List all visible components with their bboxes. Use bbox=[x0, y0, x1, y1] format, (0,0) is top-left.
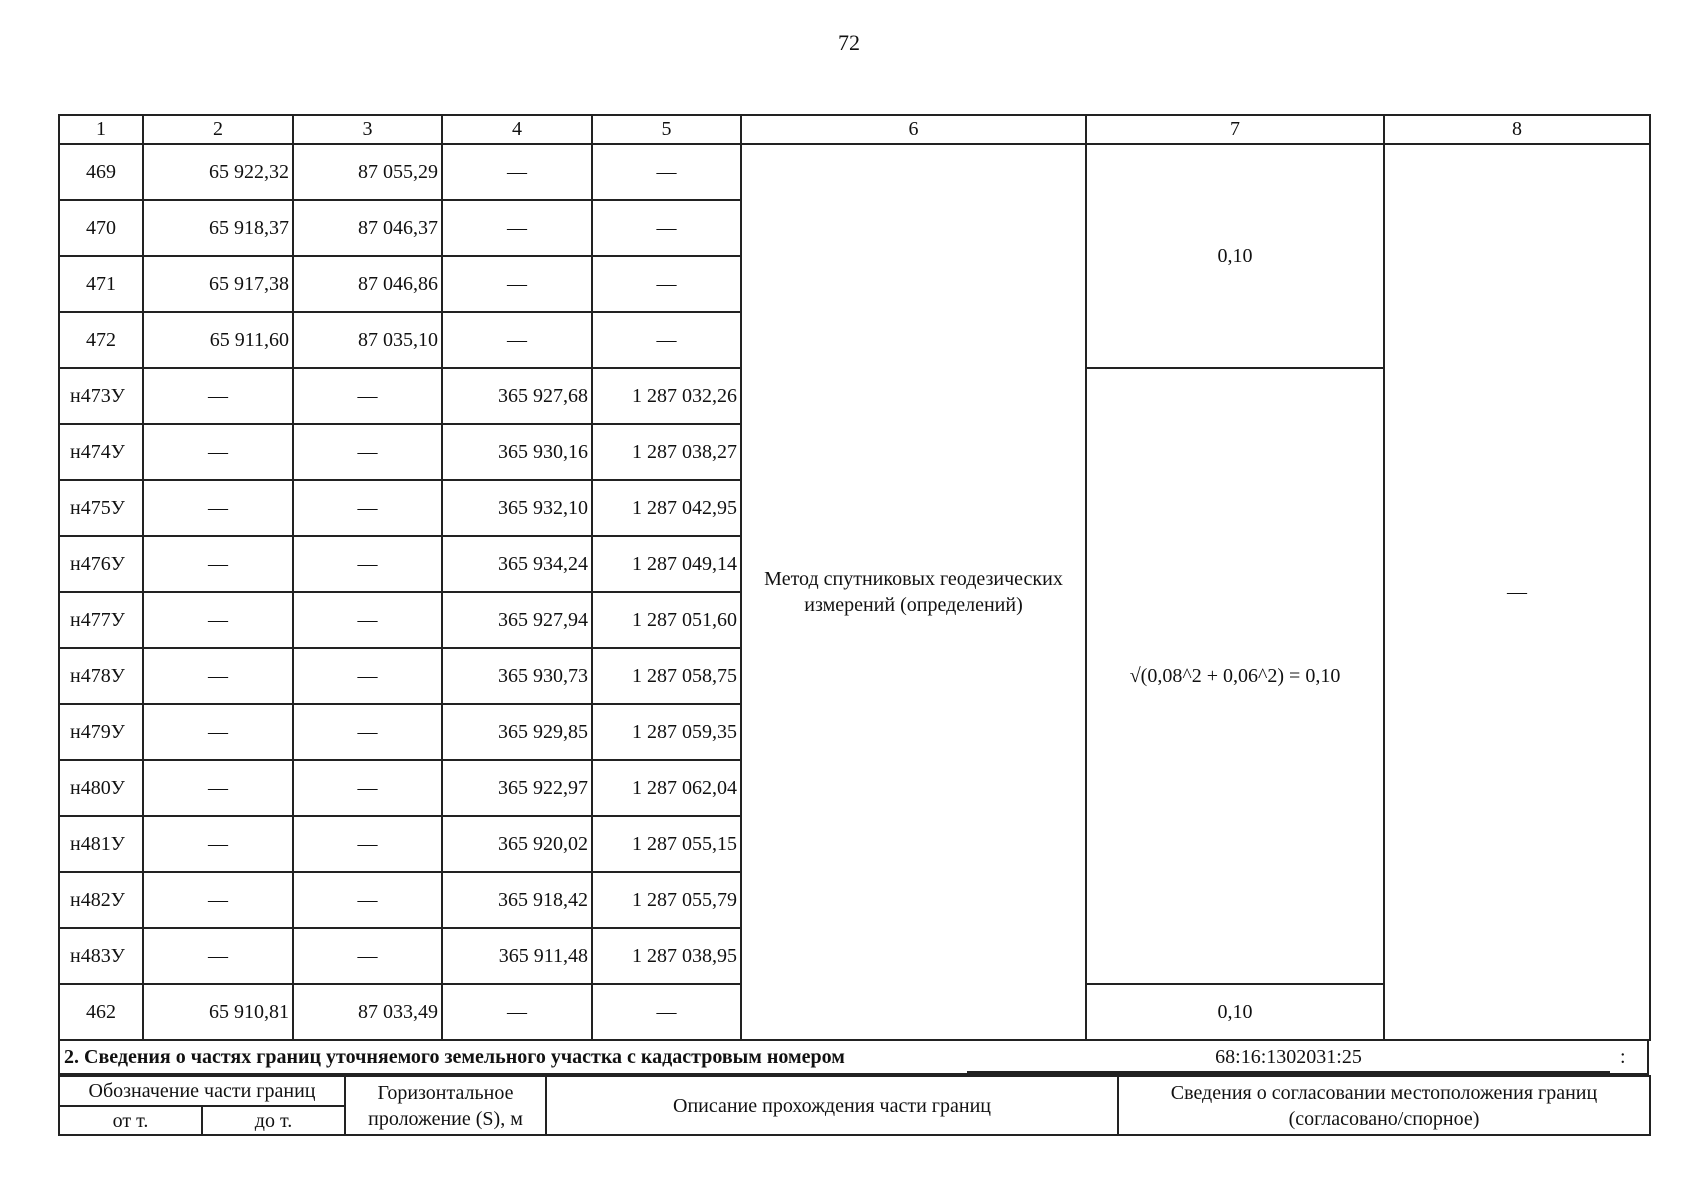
point-number-cell: н477У bbox=[59, 592, 143, 648]
point-number-cell: 469 bbox=[59, 144, 143, 200]
point-number-cell: 470 bbox=[59, 200, 143, 256]
table-row bbox=[59, 144, 1650, 200]
x-old-cell: — bbox=[143, 592, 293, 648]
x-new-cell: 365 929,85 bbox=[442, 704, 592, 760]
point-number-cell: н476У bbox=[59, 536, 143, 592]
y-new-cell: 1 287 042,95 bbox=[592, 480, 741, 536]
section-2-title: 2. Сведения о частях границ уточняемого земельного участка с кадастровым номером bbox=[64, 1046, 845, 1068]
section-2-header bbox=[58, 1040, 1649, 1075]
y-old-cell: — bbox=[293, 704, 442, 760]
y-old-cell: — bbox=[293, 816, 442, 872]
boundary-designation-header: Обозначение части границ bbox=[59, 1076, 345, 1106]
x-new-cell: 365 911,48 bbox=[442, 928, 592, 984]
page-number: 72 bbox=[838, 30, 860, 55]
method-cell: Метод спутниковых геодезических измерений (определений) bbox=[741, 144, 1086, 1040]
from-point-header: от т. bbox=[59, 1106, 202, 1135]
x-new-cell: 365 927,94 bbox=[442, 592, 592, 648]
column-number: 8 bbox=[1384, 115, 1650, 144]
x-new-cell: — bbox=[442, 984, 592, 1040]
x-old-cell: 65 917,38 bbox=[143, 256, 293, 312]
y-old-cell: — bbox=[293, 592, 442, 648]
point-number-cell: н482У bbox=[59, 872, 143, 928]
column-number: 4 bbox=[442, 115, 592, 144]
point-number-cell: н475У bbox=[59, 480, 143, 536]
accuracy-bottom-cell: 0,10 bbox=[1086, 984, 1384, 1040]
column-number: 5 bbox=[592, 115, 741, 144]
x-old-cell: — bbox=[143, 872, 293, 928]
x-new-cell: 365 934,24 bbox=[442, 536, 592, 592]
y-new-cell: 1 287 051,60 bbox=[592, 592, 741, 648]
column-number: 1 bbox=[59, 115, 143, 144]
y-old-cell: — bbox=[293, 368, 442, 424]
y-old-cell: — bbox=[293, 536, 442, 592]
point-number-cell: н481У bbox=[59, 816, 143, 872]
agreement-header: Сведения о согласовании местоположения границ (согласовано/спорное) bbox=[1118, 1076, 1650, 1135]
column-number: 2 bbox=[143, 115, 293, 144]
y-new-cell: 1 287 038,95 bbox=[592, 928, 741, 984]
x-old-cell: — bbox=[143, 760, 293, 816]
x-old-cell: 65 922,32 bbox=[143, 144, 293, 200]
y-new-cell: 1 287 062,04 bbox=[592, 760, 741, 816]
y-old-cell: 87 046,86 bbox=[293, 256, 442, 312]
y-new-cell: 1 287 038,27 bbox=[592, 424, 741, 480]
x-old-cell: 65 911,60 bbox=[143, 312, 293, 368]
x-old-cell: 65 918,37 bbox=[143, 200, 293, 256]
y-old-cell: — bbox=[293, 928, 442, 984]
x-new-cell: — bbox=[442, 256, 592, 312]
point-number-cell: 471 bbox=[59, 256, 143, 312]
y-new-cell: — bbox=[592, 984, 741, 1040]
point-number-cell: н483У bbox=[59, 928, 143, 984]
y-new-cell: 1 287 059,35 bbox=[592, 704, 741, 760]
y-old-cell: 87 033,49 bbox=[293, 984, 442, 1040]
y-old-cell: — bbox=[293, 424, 442, 480]
point-number-cell: 462 bbox=[59, 984, 143, 1040]
y-old-cell: — bbox=[293, 648, 442, 704]
y-new-cell: — bbox=[592, 256, 741, 312]
point-number-cell: н473У bbox=[59, 368, 143, 424]
point-number-cell: 472 bbox=[59, 312, 143, 368]
x-old-cell: — bbox=[143, 480, 293, 536]
point-number-cell: н480У bbox=[59, 760, 143, 816]
y-old-cell: 87 035,10 bbox=[293, 312, 442, 368]
boundary-parts-table bbox=[58, 1075, 1651, 1136]
x-new-cell: 365 920,02 bbox=[442, 816, 592, 872]
y-new-cell: 1 287 032,26 bbox=[592, 368, 741, 424]
y-new-cell: — bbox=[592, 200, 741, 256]
section-2-colon: : bbox=[1620, 1046, 1626, 1068]
x-old-cell: — bbox=[143, 816, 293, 872]
x-new-cell: 365 930,16 bbox=[442, 424, 592, 480]
x-old-cell: 65 910,81 bbox=[143, 984, 293, 1040]
x-new-cell: — bbox=[442, 200, 592, 256]
y-old-cell: 87 055,29 bbox=[293, 144, 442, 200]
column-number: 7 bbox=[1086, 115, 1384, 144]
x-new-cell: 365 932,10 bbox=[442, 480, 592, 536]
y-new-cell: 1 287 055,79 bbox=[592, 872, 741, 928]
horizontal-distance-header: Горизонтальное проложение (S), м bbox=[345, 1076, 546, 1135]
column-number: 3 bbox=[293, 115, 442, 144]
col8-cell: — bbox=[1384, 144, 1650, 1040]
y-new-cell: 1 287 055,15 bbox=[592, 816, 741, 872]
column-number-row bbox=[59, 115, 1650, 144]
y-new-cell: 1 287 049,14 bbox=[592, 536, 741, 592]
x-old-cell: — bbox=[143, 704, 293, 760]
x-old-cell: — bbox=[143, 928, 293, 984]
x-new-cell: 365 918,42 bbox=[442, 872, 592, 928]
y-old-cell: — bbox=[293, 760, 442, 816]
y-old-cell: — bbox=[293, 480, 442, 536]
x-old-cell: — bbox=[143, 536, 293, 592]
y-old-cell: 87 046,37 bbox=[293, 200, 442, 256]
x-old-cell: — bbox=[143, 648, 293, 704]
x-new-cell: 365 930,73 bbox=[442, 648, 592, 704]
y-new-cell: 1 287 058,75 bbox=[592, 648, 741, 704]
column-number: 6 bbox=[741, 115, 1086, 144]
x-old-cell: — bbox=[143, 424, 293, 480]
coordinates-table bbox=[58, 114, 1651, 1041]
x-new-cell: — bbox=[442, 312, 592, 368]
point-number-cell: н474У bbox=[59, 424, 143, 480]
description-header: Описание прохождения части границ bbox=[546, 1076, 1118, 1135]
x-new-cell: 365 927,68 bbox=[442, 368, 592, 424]
y-old-cell: — bbox=[293, 872, 442, 928]
cadastral-number: 68:16:1302031:25 bbox=[967, 1046, 1610, 1073]
accuracy-formula-cell: √(0,08^2 + 0,06^2) = 0,10 bbox=[1086, 368, 1384, 984]
y-new-cell: — bbox=[592, 144, 741, 200]
x-new-cell: 365 922,97 bbox=[442, 760, 592, 816]
accuracy-top-cell: 0,10 bbox=[1086, 144, 1384, 368]
point-number-cell: н478У bbox=[59, 648, 143, 704]
point-number-cell: н479У bbox=[59, 704, 143, 760]
y-new-cell: — bbox=[592, 312, 741, 368]
to-point-header: до т. bbox=[202, 1106, 345, 1135]
x-new-cell: — bbox=[442, 144, 592, 200]
x-old-cell: — bbox=[143, 368, 293, 424]
